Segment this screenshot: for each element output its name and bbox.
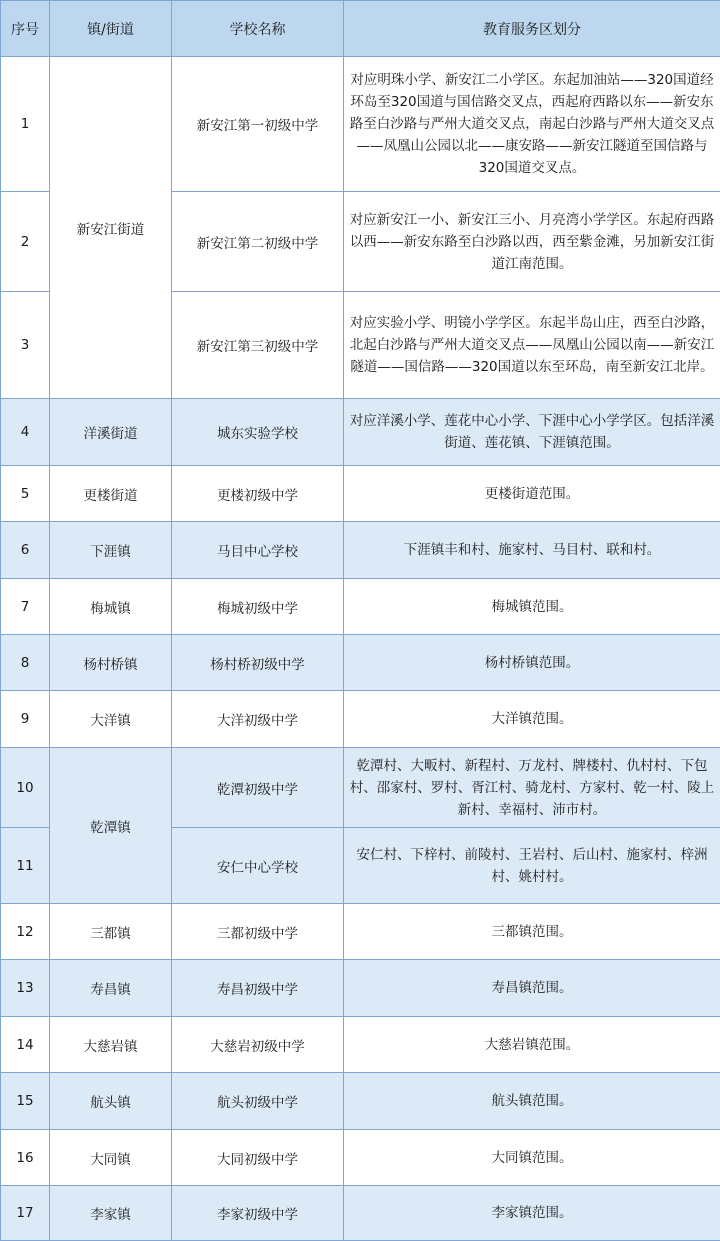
header-service-area: 教育服务区划分	[344, 1, 720, 57]
row-town: 洋溪街道	[50, 399, 172, 466]
row-town: 下涯镇	[50, 522, 172, 579]
row-service-area: 乾潭村、大畈村、新程村、万龙村、牌楼村、仇村村、下包村、邵家村、罗村、胥江村、骑龙村、方家村、乾一村、陵上新村、幸福村、沛市村。	[344, 748, 720, 828]
table-row	[1, 1130, 720, 1186]
row-service-area: 大同镇范围。	[344, 1130, 720, 1186]
table-row	[1, 399, 720, 466]
table-row	[1, 904, 720, 960]
table-row	[1, 1017, 720, 1073]
row-school: 安仁中心学校	[172, 828, 344, 904]
row-number: 13	[1, 960, 50, 1017]
row-number: 8	[1, 635, 50, 691]
header-number: 序号	[1, 1, 50, 57]
row-school: 寿昌初级中学	[172, 960, 344, 1017]
row-service-area: 李家镇范围。	[344, 1186, 720, 1241]
row-number: 5	[1, 466, 50, 522]
row-number: 3	[1, 292, 50, 399]
row-service-area: 航头镇范围。	[344, 1073, 720, 1130]
table-row	[1, 579, 720, 635]
table-row	[1, 635, 720, 691]
row-service-area: 三都镇范围。	[344, 904, 720, 960]
table-row	[1, 466, 720, 522]
row-number: 4	[1, 399, 50, 466]
table-row	[1, 748, 720, 828]
row-town: 大洋镇	[50, 691, 172, 748]
row-service-area: 寿昌镇范围。	[344, 960, 720, 1017]
row-service-area: 对应洋溪小学、莲花中心小学、下涯中心小学学区。包括洋溪街道、莲花镇、下涯镇范围。	[344, 399, 720, 466]
row-town: 大慈岩镇	[50, 1017, 172, 1073]
table-row	[1, 522, 720, 579]
row-service-area: 对应实验小学、明镜小学学区。东起半岛山庄，西至白沙路，北起白沙路与严州大道交叉点——凤凰山公园以南——新安江隧道——国信路——320国道以东至环岛，南至新安江北岸。	[344, 292, 720, 399]
row-school: 新安江第二初级中学	[172, 192, 344, 292]
row-number: 2	[1, 192, 50, 292]
header-town: 镇/街道	[50, 1, 172, 57]
row-school: 航头初级中学	[172, 1073, 344, 1130]
row-town: 乾潭镇	[50, 748, 172, 904]
row-school: 梅城初级中学	[172, 579, 344, 635]
row-school: 城东实验学校	[172, 399, 344, 466]
row-number: 17	[1, 1186, 50, 1241]
header-row	[1, 1, 720, 57]
row-school: 新安江第一初级中学	[172, 57, 344, 192]
row-school: 乾潭初级中学	[172, 748, 344, 828]
row-number: 15	[1, 1073, 50, 1130]
row-service-area: 大洋镇范围。	[344, 691, 720, 748]
row-number: 9	[1, 691, 50, 748]
table-row	[1, 691, 720, 748]
row-school: 新安江第三初级中学	[172, 292, 344, 399]
row-school: 大同初级中学	[172, 1130, 344, 1186]
row-number: 1	[1, 57, 50, 192]
row-number: 12	[1, 904, 50, 960]
row-school: 李家初级中学	[172, 1186, 344, 1241]
row-school: 更楼初级中学	[172, 466, 344, 522]
row-number: 16	[1, 1130, 50, 1186]
row-number: 6	[1, 522, 50, 579]
row-town: 大同镇	[50, 1130, 172, 1186]
header-school: 学校名称	[172, 1, 344, 57]
row-town: 三都镇	[50, 904, 172, 960]
row-service-area: 杨村桥镇范围。	[344, 635, 720, 691]
row-school: 三都初级中学	[172, 904, 344, 960]
row-town: 航头镇	[50, 1073, 172, 1130]
row-number: 7	[1, 579, 50, 635]
row-service-area: 大慈岩镇范围。	[344, 1017, 720, 1073]
row-service-area: 安仁村、下梓村、前陵村、王岩村、后山村、施家村、梓洲村、姚村村。	[344, 828, 720, 904]
table-row	[1, 1073, 720, 1130]
table-row	[1, 1186, 720, 1241]
row-service-area: 对应新安江一小、新安江三小、月亮湾小学学区。东起府西路以西——新安东路至白沙路以西，西至紫金滩，另加新安江街道江南范围。	[344, 192, 720, 292]
row-town: 寿昌镇	[50, 960, 172, 1017]
row-service-area: 更楼街道范围。	[344, 466, 720, 522]
row-town: 更楼街道	[50, 466, 172, 522]
row-school: 大洋初级中学	[172, 691, 344, 748]
row-service-area: 梅城镇范围。	[344, 579, 720, 635]
row-town: 新安江街道	[50, 57, 172, 399]
row-number: 11	[1, 828, 50, 904]
row-school: 大慈岩初级中学	[172, 1017, 344, 1073]
row-town: 杨村桥镇	[50, 635, 172, 691]
row-number: 14	[1, 1017, 50, 1073]
row-town: 梅城镇	[50, 579, 172, 635]
row-school: 杨村桥初级中学	[172, 635, 344, 691]
row-service-area: 对应明珠小学、新安江二小学区。东起加油站——320国道经环岛至320国道与国信路交叉点，西起府西路以东——新安东路至白沙路与严州大道交叉点，南起白沙路与严州大道交叉点——凤凰山公园以北——康安路——新安江隧道至国信路与320国道交叉点。	[344, 57, 720, 192]
row-number: 10	[1, 748, 50, 828]
table-row	[1, 57, 720, 192]
row-school: 马目中心学校	[172, 522, 344, 579]
row-service-area: 下涯镇丰和村、施家村、马目村、联和村。	[344, 522, 720, 579]
table-row	[1, 960, 720, 1017]
row-town: 李家镇	[50, 1186, 172, 1241]
